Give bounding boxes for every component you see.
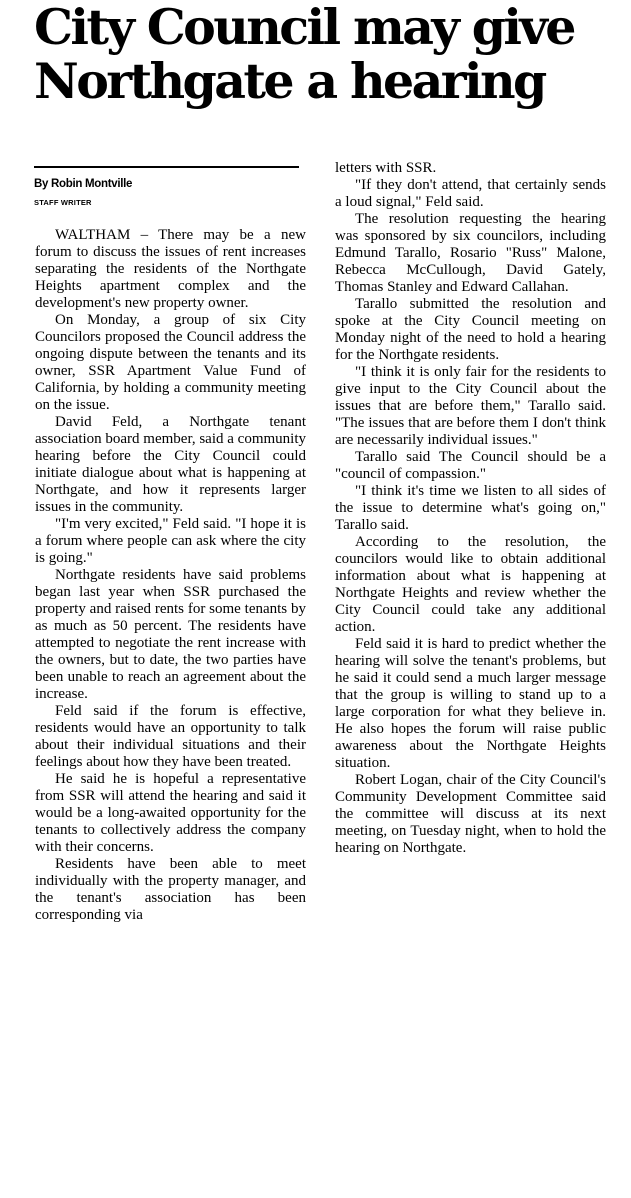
paragraph: He said he is hopeful a representative from SSR will attend the hearing and said it would be a long-awaited opportunity for the tenants to collectively address the company with their concerns. (35, 771, 306, 855)
headline: City Council may give Northgate a hearing (34, 0, 574, 110)
staff-label: STAFF WRITER (34, 198, 92, 207)
paragraph: The resolution requesting the hearing was sponsored by six councilors, including Edmund Tarallo, Rosario "Russ" Malone, Rebecca McCullough, David Gately, Thomas Stanley and Edward Callahan. (335, 211, 606, 295)
byline-rule (34, 166, 299, 168)
paragraph: Residents have been able to meet individually with the property manager, and the tenant's association has been corresponding via (35, 856, 306, 923)
paragraph: David Feld, a Northgate tenant association board member, said a community hearing before the City Council could initiate dialogue about what is happening at Northgate, and how it represents larger issues in the community. (35, 414, 306, 515)
article-column-1 (35, 227, 306, 924)
paragraph: Tarallo said The Council should be a "council of compassion." (335, 449, 606, 482)
paragraph: On Monday, a group of six City Councilors proposed the Council address the ongoing dispute between the tenants and its owner, SSR Apartment Value Fund of California, by holding a community meeting on the issue. (35, 312, 306, 413)
paragraph: "If they don't attend, that certainly sends a loud signal," Feld said. (335, 177, 606, 210)
paragraph: Northgate residents have said problems began last year when SSR purchased the property and raised rents for some tenants by as much as 50 percent. The residents have attempted to negotiate the rent increase with the owners, but to date, the two parties have been unable to reach an agreement about the increase. (35, 567, 306, 702)
paragraph: According to the resolution, the councilors would like to obtain additional information about what is happening at Northgate Heights and review whether the City Council could take any additional action. (335, 534, 606, 635)
article-column-2 (335, 160, 606, 857)
byline: By Robin Montville (34, 178, 133, 190)
paragraph: "I think it is only fair for the residents to give input to the City Council about the issues that are before them," Tarallo said. "The issues that are before them I don't think are necessarily individual issues." (335, 364, 606, 448)
paragraph: Tarallo submitted the resolution and spoke at the City Council meeting on Monday night of the need to hold a hearing for the Northgate residents. (335, 296, 606, 363)
paragraph: Feld said it is hard to predict whether the hearing will solve the tenant's problems, but he said it could send a much larger message that the group is willing to stand up to a large corporation for what they believe in. He also hopes the forum will raise public awareness about the Northgate Heights situation. (335, 636, 606, 771)
paragraph: WALTHAM – There may be a new forum to discuss the issues of rent increases separating the residents of the Northgate Heights apartment complex and the development's new property owner. (35, 227, 306, 311)
paragraph: "I think it's time we listen to all sides of the issue to determine what's going on," Tarallo said. (335, 483, 606, 533)
paragraph: "I'm very excited," Feld said. "I hope it is a forum where people can ask where the city is going." (35, 516, 306, 566)
paragraph: Robert Logan, chair of the City Council's Community Development Committee said the committee will discuss at its next meeting, on Tuesday night, when to hold the hearing on Northgate. (335, 772, 606, 856)
paragraph: Feld said if the forum is effective, residents would have an opportunity to talk about their individual situations and their feelings about how they have been treated. (35, 703, 306, 770)
paragraph-continued: letters with SSR. (335, 160, 437, 176)
